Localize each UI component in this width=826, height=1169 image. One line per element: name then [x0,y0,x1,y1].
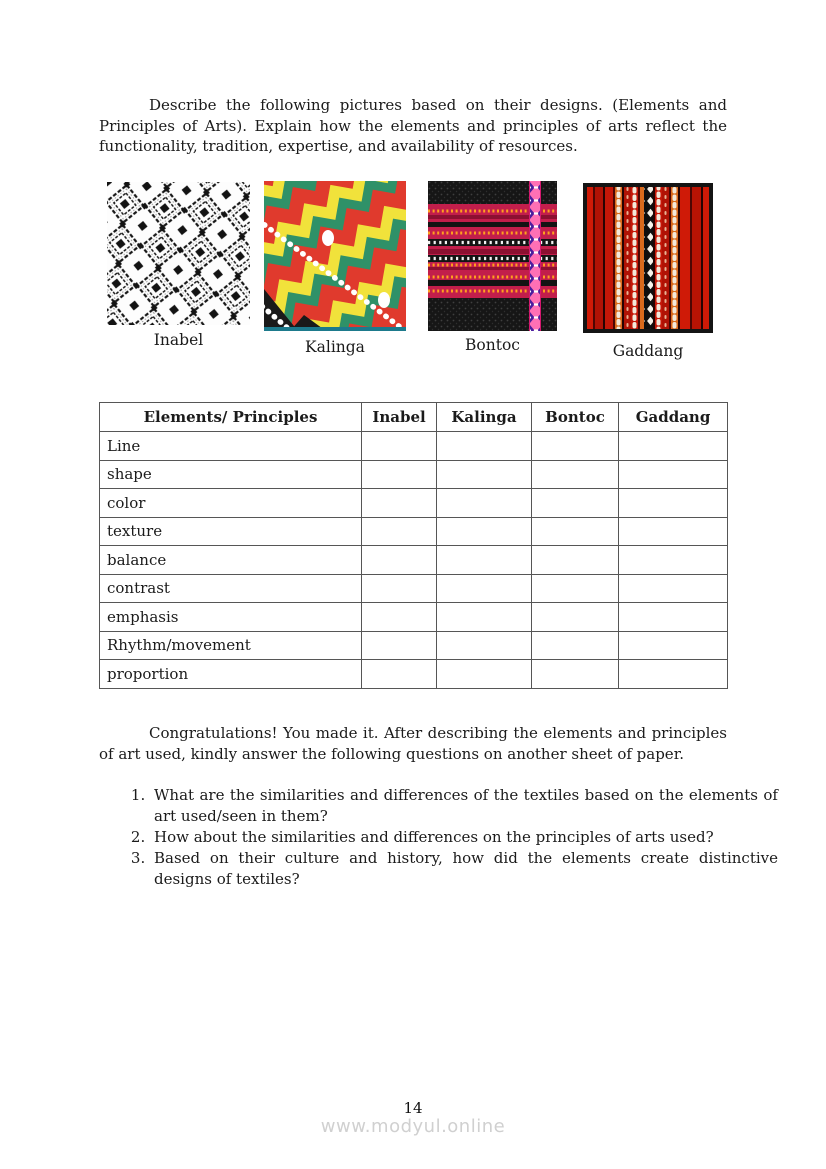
table-row [100,603,728,632]
table-cell-empty [437,432,532,461]
table-cell-empty [437,517,532,546]
textile-figure-gaddang [583,183,713,360]
table-cell-empty [532,432,619,461]
table-cell-empty [362,574,437,603]
table-header-gaddang: Gaddang [619,403,728,432]
table-header-bontoc: Bontoc [532,403,619,432]
page-number: 14 [403,1099,423,1117]
table-cell-empty [532,660,619,689]
table-row [100,660,728,689]
table-cell-empty [619,631,728,660]
table-cell-empty [437,546,532,575]
textile-caption-gaddang: Gaddang [612,342,684,360]
table-cell-empty [532,603,619,632]
table-header-inabel: Inabel [362,403,437,432]
table-cell-empty [437,660,532,689]
table-cell-empty [619,546,728,575]
watermark: www.modyul.online [320,1116,506,1137]
outro-paragraph: Congratulations! You made it. After describing the elements and principles of art used, kindly answer the following questions on another sheet of paper. [99,724,727,763]
table-cell-empty [437,489,532,518]
table-row [100,574,728,603]
elements-principles-table [99,402,728,689]
inabel-textile-image [107,182,250,325]
table-cell-empty [532,460,619,489]
table-cell-empty [362,546,437,575]
textile-caption-kalinga: Kalinga [305,338,365,356]
bontoc-textile-image [428,181,557,331]
table-cell-empty [619,489,728,518]
intro-paragraph: Describe the following pictures based on their designs. (Elements and Principles of Arts). Explain how the elements and principles of arts reflect the functionality, tradition, expertise, and availability of resources. [99,96,727,155]
table-row [100,489,728,518]
table-cell-empty [362,432,437,461]
table-cell-empty [437,631,532,660]
table-row [100,517,728,546]
table-cell-empty [362,517,437,546]
table-header-elements-principles: Elements/ Principles [100,403,362,432]
question-item-3: 3. Based on their culture and history, how did the elements create distinctive designs of textiles? [150,848,778,890]
table-row-label: color [100,489,362,518]
table-row-label: shape [100,460,362,489]
table-cell-empty [437,574,532,603]
table-row-label: balance [100,546,362,575]
gaddang-textile-image [583,183,713,333]
textile-figure-inabel [107,182,250,349]
table-cell-empty [437,460,532,489]
table-cell-empty [362,631,437,660]
table-cell-empty [437,603,532,632]
table-cell-empty [362,660,437,689]
table-cell-empty [532,489,619,518]
table-cell-empty [532,631,619,660]
question-item-1: 1. What are the similarities and differences of the textiles based on the elements of art used/seen in them? [150,785,778,827]
table-header-kalinga: Kalinga [437,403,532,432]
table-cell-empty [619,574,728,603]
table-cell-empty [532,546,619,575]
table-cell-empty [362,603,437,632]
table-row [100,546,728,575]
table-row-label: proportion [100,660,362,689]
table-cell-empty [532,517,619,546]
table-cell-empty [532,574,619,603]
textile-figure-bontoc [428,181,557,354]
table-cell-empty [619,517,728,546]
table-header-row [100,403,728,432]
textile-caption-inabel: Inabel [153,331,204,349]
table-cell-empty [619,460,728,489]
question-item-2: 2. How about the similarities and differences on the principles of arts used? [150,827,778,848]
table-row [100,460,728,489]
table-row-label: contrast [100,574,362,603]
table-cell-empty [362,460,437,489]
questions-list [99,785,778,890]
table-row [100,631,728,660]
table-row-label: texture [100,517,362,546]
table-row-label: Line [100,432,362,461]
table-row-label: Rhythm/movement [100,631,362,660]
table-cell-empty [619,603,728,632]
table-row-label: emphasis [100,603,362,632]
textile-figure-kalinga [264,181,406,356]
table-cell-empty [619,432,728,461]
table-cell-empty [362,489,437,518]
kalinga-textile-image [264,181,406,331]
table-row [100,432,728,461]
textile-caption-bontoc: Bontoc [465,336,520,354]
table-cell-empty [619,660,728,689]
